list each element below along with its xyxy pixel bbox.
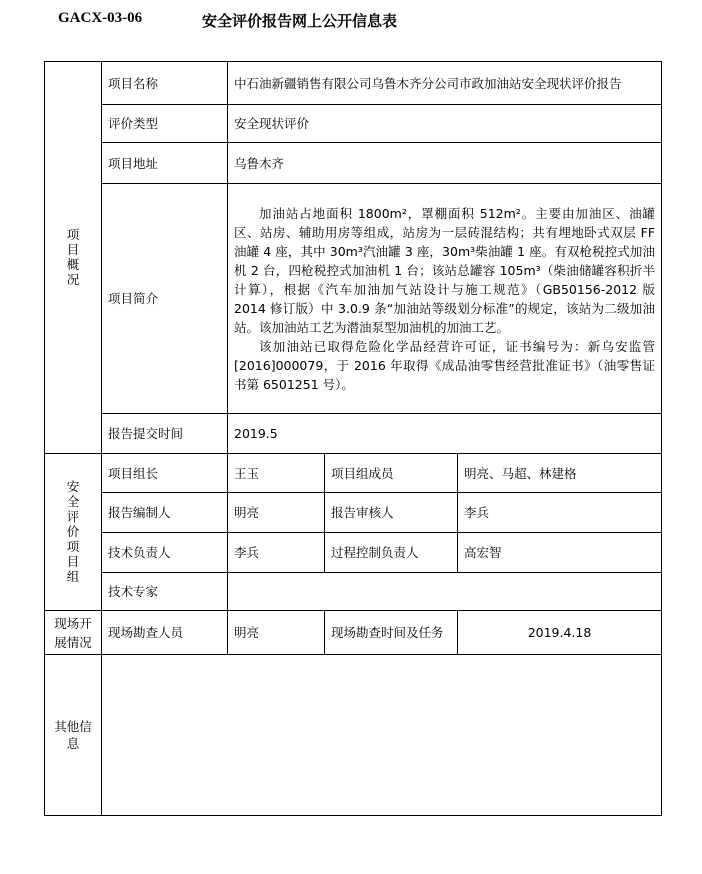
surveyor-value: 明亮 bbox=[228, 611, 325, 655]
submit-time-value: 2019.5 bbox=[228, 414, 662, 454]
process-lead-value: 高宏智 bbox=[458, 533, 662, 573]
info-table bbox=[44, 61, 662, 816]
surveyor-label: 现场勘查人员 bbox=[102, 611, 228, 655]
row-leader bbox=[45, 454, 662, 493]
brief-paragraph-1: 加油站占地面积 1800m²，罩棚面积 512m²。主要由加油区、油罐区、站房、辅助用房等组成，站房为一层砖混结构；共有埋地卧式双层 FF 油罐 4 座，其中 30m³汽油罐 3 座，30m³柴油罐 1 座。有双枪税控式加油机 2 台，四枪税控式加油机 1 台；该站总罐容 105m³（柴油储罐容积折半计算），根据《汽车加油加气站设计与施工规范》（GB50156-2012 版 2014 修订版）中 3.0.9 条“加油站等级划分标准”的规定，该站为二级加油站。该加油站工艺为潜油泵型加油机的加油工艺。 bbox=[234, 205, 656, 335]
row-project-name bbox=[45, 62, 662, 105]
project-name-value: 中石油新疆销售有限公司乌鲁木齐分公司市政加油站安全现状评价报告 bbox=[228, 62, 662, 105]
other-value bbox=[102, 655, 662, 816]
tech-lead-value: 李兵 bbox=[228, 533, 325, 573]
eval-type-value: 安全现状评价 bbox=[228, 105, 662, 143]
row-site bbox=[45, 611, 662, 655]
section-site-label: 现场开展情况 bbox=[54, 615, 92, 650]
row-author bbox=[45, 493, 662, 533]
brief-label: 项目简介 bbox=[102, 184, 228, 414]
section-overview-label: 项目概况 bbox=[66, 226, 80, 287]
document-header bbox=[58, 10, 658, 34]
leader-value: 王玉 bbox=[228, 454, 325, 493]
process-lead-label: 过程控制负责人 bbox=[325, 533, 458, 573]
eval-type-label: 评价类型 bbox=[102, 105, 228, 143]
project-name-label: 项目名称 bbox=[102, 62, 228, 105]
leader-label: 项目组长 bbox=[102, 454, 228, 493]
reviewer-label: 报告审核人 bbox=[325, 493, 458, 533]
members-label: 项目组成员 bbox=[325, 454, 458, 493]
document-code: GACX-03-06 bbox=[58, 10, 143, 26]
section-team-label: 安全评价项目组 bbox=[66, 478, 80, 584]
row-submit-time bbox=[45, 414, 662, 454]
section-team bbox=[45, 454, 102, 611]
row-tech-lead bbox=[45, 533, 662, 573]
brief-value bbox=[228, 184, 662, 414]
reviewer-value: 李兵 bbox=[458, 493, 662, 533]
submit-time-label: 报告提交时间 bbox=[102, 414, 228, 454]
author-label: 报告编制人 bbox=[102, 493, 228, 533]
address-value: 乌鲁木齐 bbox=[228, 143, 662, 184]
members-value: 明亮、马超、林建格 bbox=[458, 454, 662, 493]
row-eval-type bbox=[45, 105, 662, 143]
section-site bbox=[45, 611, 102, 655]
survey-time-value: 2019.4.18 bbox=[458, 611, 662, 655]
tech-lead-label: 技术负责人 bbox=[102, 533, 228, 573]
row-expert bbox=[45, 573, 662, 611]
brief-paragraph-2: 该加油站已取得危险化学品经营许可证，证书编号为：新乌安监管[2016]000079，于 2016 年取得《成品油零售经营批准证书》（油零售证书第 6501251 号）。 bbox=[234, 338, 656, 392]
row-address bbox=[45, 143, 662, 184]
expert-value bbox=[228, 573, 662, 611]
survey-time-label: 现场勘查时间及任务 bbox=[325, 611, 458, 655]
section-other bbox=[45, 655, 102, 816]
document-title: 安全评价报告网上公开信息表 bbox=[202, 12, 398, 30]
section-overview bbox=[45, 62, 102, 454]
row-other bbox=[45, 655, 662, 816]
expert-label: 技术专家 bbox=[102, 573, 228, 611]
address-label: 项目地址 bbox=[102, 143, 228, 184]
row-brief bbox=[45, 184, 662, 414]
author-value: 明亮 bbox=[228, 493, 325, 533]
section-other-label: 其他信息 bbox=[54, 718, 92, 751]
